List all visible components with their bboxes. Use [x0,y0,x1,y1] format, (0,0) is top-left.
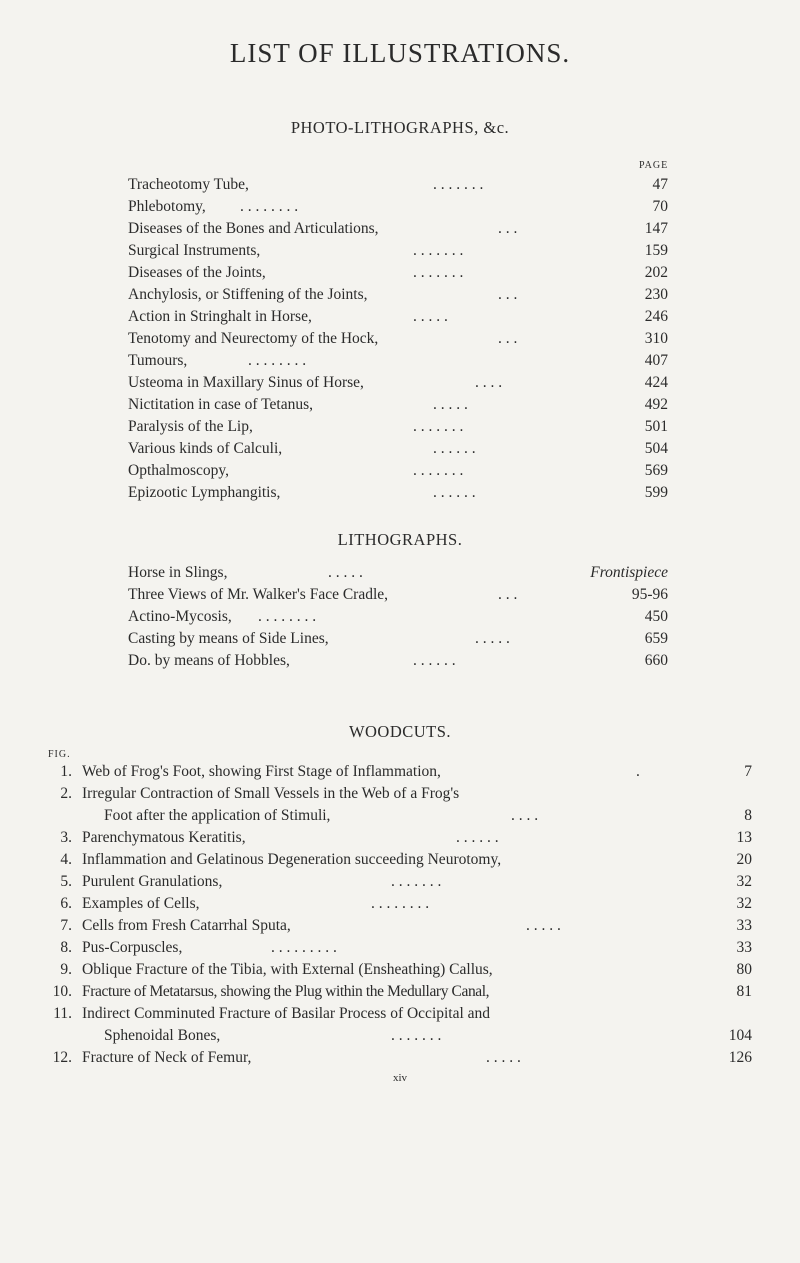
list-item [128,175,668,195]
leader-dots: . . . [498,330,518,347]
page-number: 47 [652,176,668,193]
list-item [46,784,752,828]
item-label-continued: Sphenoidal Bones, [104,1027,221,1044]
leader-dots: . . . . [475,374,503,391]
item-label: Opthalmoscopy, [128,462,230,479]
leader-dots: . . . . . . [433,440,476,457]
list-item [128,629,668,649]
fig-number: 5. [60,873,72,890]
list-item [128,439,668,459]
item-label: Web of Frog's Foot, showing First Stage of Inflammation, [82,763,441,780]
item-label: Diseases of the Joints, [128,264,266,281]
item-label: Paralysis of the Lip, [128,418,253,435]
page-number: 492 [644,396,668,413]
leader-dots: . [636,763,640,780]
page-number: 450 [644,608,668,625]
page-number: 8 [744,807,752,824]
item-label: Surgical Instruments, [128,242,261,259]
page-number: 159 [644,242,668,259]
page-number: 424 [644,374,668,391]
leader-dots: . . . . . . . . [258,608,317,625]
leader-dots: . . . . . [413,308,448,325]
page-number: 80 [736,961,752,978]
page-number: Frontispiece [590,564,668,581]
item-label: Actino-Mycosis, [128,608,232,625]
photo-lithographs-heading: PHOTO-LITHOGRAPHS, &c. [290,118,510,137]
item-label: Inflammation and Gelatinous Degeneration succeeding Neurotomy, [82,851,502,868]
item-label: Parenchymatous Keratitis, [82,829,246,846]
list-item [128,483,668,503]
page-number: 660 [644,652,668,669]
item-label: Anchylosis, or Stiffening of the Joints, [128,286,368,303]
list-item [128,563,668,583]
fig-number: 9. [60,961,72,978]
page-number: 659 [644,630,668,647]
fig-column-label: FIG. [48,749,71,760]
list-item [128,329,668,349]
page-number: 504 [644,440,668,457]
list-item [128,607,668,627]
leader-dots: . . . . . . . . . [271,939,337,956]
item-label-continued: Foot after the application of Stimuli, [104,807,331,824]
item-label: Tumours, [128,352,188,369]
fig-number: 3. [60,829,72,846]
list-item [46,850,752,872]
page-number: 246 [644,308,668,325]
item-label: Do. by means of Hobbles, [128,652,290,669]
leader-dots: . . . . . . [456,829,499,846]
item-label: Casting by means of Side Lines, [128,630,329,647]
page-number: 202 [644,264,668,281]
leader-dots: . . . . . . . [391,1027,442,1044]
list-item [46,762,752,784]
page-column-label: PAGE [639,160,669,171]
fig-number: 1. [60,763,72,780]
leader-dots: . . . . . . . [413,462,464,479]
list-item [128,373,668,393]
leader-dots: . . . . . . . [413,242,464,259]
leader-dots: . . . [498,286,518,303]
fig-number: 6. [60,895,72,912]
leader-dots: . . . [498,586,518,603]
item-label: Irregular Contraction of Small Vessels in the Web of a Frog's [82,785,460,802]
page-number: 32 [736,873,752,890]
fig-number: 7. [60,917,72,934]
fig-number: 12. [52,1049,72,1066]
page-number: 599 [644,484,668,501]
fig-number: 11. [53,1005,72,1022]
list-item [128,585,668,605]
list-item [128,241,668,261]
item-label: Cells from Fresh Catarrhal Sputa, [82,917,291,934]
leader-dots: . . . . . . . [413,418,464,435]
list-item [128,285,668,305]
item-label: Pus-Corpuscles, [82,939,183,956]
item-label: Purulent Granulations, [82,873,223,890]
page-number: 81 [736,983,752,1000]
list-item [128,307,668,327]
page-title: LIST OF ILLUSTRATIONS. [229,38,571,68]
item-label: Epizootic Lymphangitis, [128,484,281,501]
page-number: 7 [744,763,752,780]
item-label: Tracheotomy Tube, [128,176,249,193]
woodcuts-heading: WOODCUTS. [348,722,452,741]
leader-dots: . . . . . . . . [371,895,430,912]
list-item [46,828,752,850]
leader-dots: . . . . . [433,396,468,413]
page-number: 95-96 [631,586,668,603]
item-label: Nictitation in case of Tetanus, [128,396,314,413]
list-item [128,417,668,437]
item-label: Horse in Slings, [128,564,228,581]
item-label: Phlebotomy, [128,198,206,215]
item-label: Oblique Fracture of the Tibia, with External (Ensheathing) Callus, [82,961,493,978]
list-item [46,938,752,960]
leader-dots: . . . [498,220,518,237]
item-label: Indirect Comminuted Fracture of Basilar Process of Occipital and [82,1005,491,1022]
leader-dots: . . . . . . [413,652,456,669]
item-label: Action in Stringhalt in Horse, [128,308,312,325]
leader-dots: . . . . . [328,564,363,581]
item-label: Three Views of Mr. Walker's Face Cradle, [128,586,389,603]
fig-number: 8. [60,939,72,956]
page-number: 230 [644,286,668,303]
page-number: 147 [644,220,668,237]
list-item [128,263,668,283]
list-item [128,651,668,671]
page-number: 32 [736,895,752,912]
leader-dots: . . . . . . . [433,176,484,193]
page-number: 407 [644,352,668,369]
leader-dots: . . . . . . . . [248,352,307,369]
list-item [128,351,668,371]
page-number: 126 [728,1049,752,1066]
list-item [46,1048,752,1070]
leader-dots: . . . . . . [433,484,476,501]
fig-number: 2. [60,785,72,802]
leader-dots: . . . . . [486,1049,521,1066]
page-folio: xiv [392,1072,408,1084]
leader-dots: . . . . [511,807,539,824]
item-label: Fracture of Neck of Femur, [82,1049,252,1066]
page-number: 569 [644,462,668,479]
page-number: 501 [644,418,668,435]
fig-number: 10. [52,983,72,1000]
list-item [46,916,752,938]
fig-number: 4. [60,851,72,868]
page-number: 33 [736,939,752,956]
list-item [46,960,752,982]
page-number: 33 [736,917,752,934]
leader-dots: . . . . . [526,917,561,934]
list-item [46,894,752,916]
list-item [46,1004,752,1048]
lithographs-heading: LITHOGRAPHS. [337,530,463,549]
item-label: Various kinds of Calculi, [128,440,283,457]
list-item [128,461,668,481]
page-number: 70 [652,198,668,215]
leader-dots: . . . . . . . [391,873,442,890]
item-label: Examples of Cells, [82,895,200,912]
page-number: 20 [736,851,752,868]
item-label: Fracture of Metatarsus, showing the Plug within the Medullary Canal, [82,983,490,1000]
page-number: 13 [736,829,752,846]
list-item [46,872,752,894]
list-item [128,197,668,217]
item-label: Usteoma in Maxillary Sinus of Horse, [128,374,364,391]
page-number: 310 [644,330,668,347]
leader-dots: . . . . . . . [413,264,464,281]
page-number: 104 [728,1027,752,1044]
list-item [128,219,668,239]
item-label: Diseases of the Bones and Articulations, [128,220,379,237]
item-label: Tenotomy and Neurectomy of the Hock, [128,330,379,347]
list-item [128,395,668,415]
list-item [46,982,752,1004]
leader-dots: . . . . . [475,630,510,647]
leader-dots: . . . . . . . . [240,198,299,215]
